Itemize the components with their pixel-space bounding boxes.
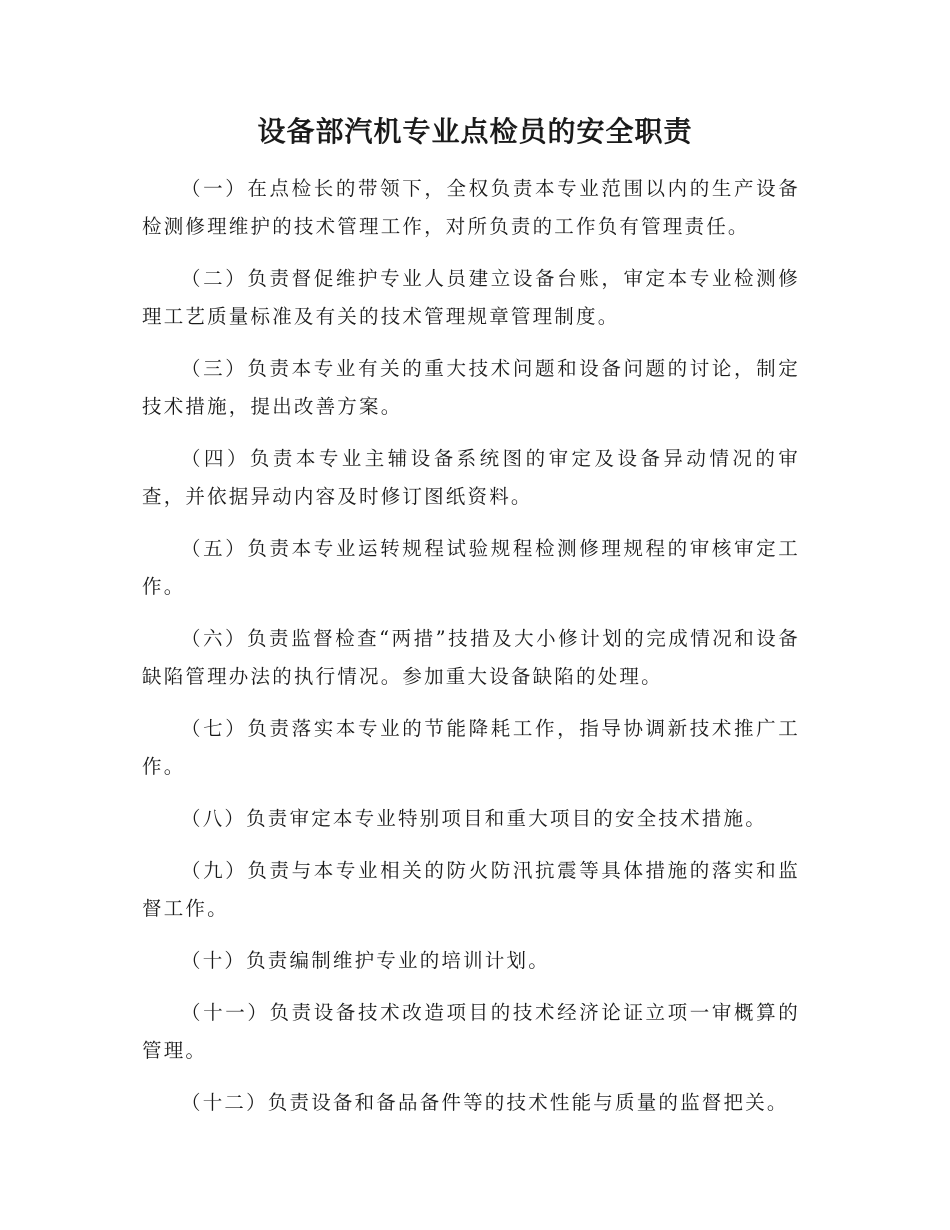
clause-10: （十）负责编制维护专业的培训计划。 <box>181 949 550 972</box>
clause-8: （八）负责审定本专业特别项目和重大项目的安全技术措施。 <box>181 807 767 830</box>
clause-6: （六）负责监督检查“两措”技措及大小修计划的完成情况和设备缺陷管理办法的执行情况。参加重大设备缺陷的处理。 <box>142 627 800 688</box>
clause-12: （十二）负责设备和备品备件等的技术性能与质量的监督把关。 <box>181 1091 789 1114</box>
clause-list <box>142 170 800 1122</box>
clause-11: （十一）负责设备技术改造项目的技术经济论证立项一审概算的管理。 <box>142 1001 800 1062</box>
clause-3: （三）负责本专业有关的重大技术问题和设备问题的讨论，制定技术措施，提出改善方案。 <box>142 357 800 418</box>
clause-1: （一）在点检长的带领下，全权负责本专业范围以内的生产设备检测修理维护的技术管理工作，对所负责的工作负有管理责任。 <box>142 177 800 238</box>
clause-9: （九）负责与本专业相关的防火防汛抗震等具体措施的落实和监督工作。 <box>142 859 800 920</box>
clause-5: （五）负责本专业运转规程试验规程检测修理规程的审核审定工作。 <box>142 537 800 598</box>
clause-7: （七）负责落实本专业的节能降耗工作，指导协调新技术推广工作。 <box>142 717 800 778</box>
document-title: 设备部汽机专业点检员的安全职责 <box>257 115 693 148</box>
clause-4: （四）负责本专业主辅设备系统图的审定及设备异动情况的审查，并依据异动内容及时修订图纸资料。 <box>142 447 800 508</box>
clause-2: （二）负责督促维护专业人员建立设备台账，审定本专业检测修理工艺质量标准及有关的技术管理规章管理制度。 <box>142 267 800 328</box>
